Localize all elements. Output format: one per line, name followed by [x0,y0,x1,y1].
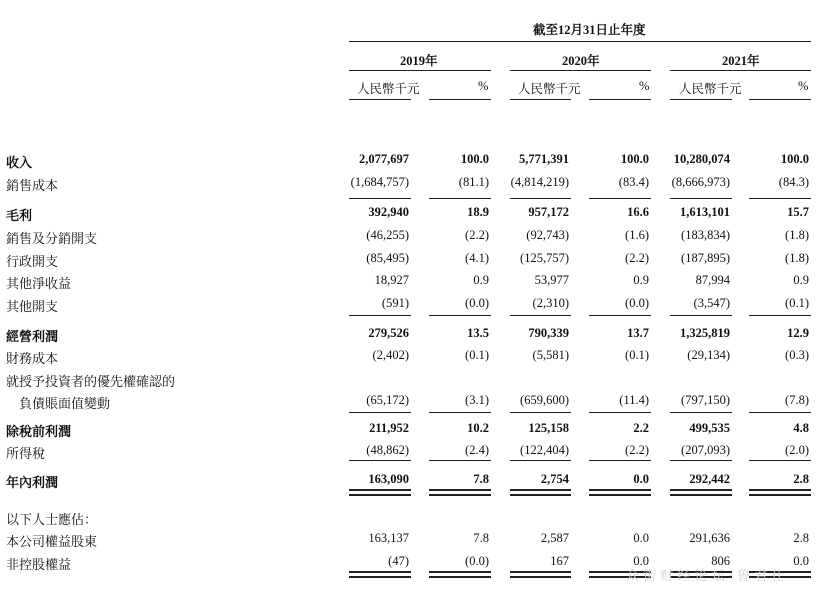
pct-label-2021: % [798,79,809,93]
row-label: 非控股權益 [6,557,72,572]
cell-percent: 100.0 [620,152,649,166]
cell-amount: 292,442 [689,472,730,486]
cell-percent: (0.1) [465,348,489,362]
year-2020: 2020年 [562,54,600,68]
subtotal-line [349,315,411,316]
cell-percent: (2.2) [625,443,649,457]
cell-amount: 10,280,074 [673,152,730,166]
double-rule [349,494,411,496]
double-rule [510,494,571,496]
row-label: 本公司權益股東 [6,534,98,549]
cell-amount: (92,743) [526,228,569,242]
cell-percent: 13.5 [467,326,489,340]
cell-amount: (29,134) [687,348,730,362]
double-rule [429,576,491,578]
year-underline-2020 [510,70,651,71]
col-underline [429,99,491,100]
cell-percent: 0.0 [633,472,649,486]
cell-amount: (65,172) [366,393,409,407]
cell-percent: 7.8 [473,472,489,486]
cell-amount: 87,994 [695,273,730,287]
pct-label-2019: % [478,79,489,93]
cell-amount: 1,325,819 [680,326,730,340]
cell-amount: 53,977 [534,273,569,287]
cell-amount: (207,093) [681,443,730,457]
col-underline [670,99,732,100]
subtotal-line [589,412,651,413]
cell-amount: 163,090 [368,472,409,486]
unit-label-2019: 人民幣千元 [357,82,420,96]
cell-percent: (3.1) [465,393,489,407]
cell-percent: 10.2 [467,421,489,435]
cell-percent: (7.8) [785,393,809,407]
subtotal-line [510,315,571,316]
row-label: 其他淨收益 [6,276,72,291]
double-rule [670,494,732,496]
cell-percent: (11.4) [619,393,649,407]
row-label: 以下人士應佔： [6,512,98,527]
row-label: 負債賬面值變動 [6,396,111,411]
cell-percent: 0.0 [633,531,649,545]
cell-amount: (4,814,219) [510,175,569,189]
cell-percent: (84.3) [778,175,809,189]
cell-amount: 5,771,391 [519,152,569,166]
cell-amount: (183,834) [681,228,730,242]
cell-percent: (83.4) [618,175,649,189]
cell-percent: 0.9 [633,273,649,287]
subtotal-line [670,460,732,461]
cell-percent: (0.3) [785,348,809,362]
cell-amount: 2,754 [540,472,569,486]
cell-amount: 279,526 [368,326,409,340]
cell-percent: 4.8 [793,421,809,435]
cell-percent: 2.8 [793,472,809,486]
cell-amount: (46,255) [366,228,409,242]
cell-amount: 1,613,101 [680,205,730,219]
subtotal-line [349,460,411,461]
row-label: 行政開支 [6,254,59,269]
cell-percent: 100.0 [460,152,489,166]
cell-amount: 125,158 [528,421,569,435]
double-rule [510,571,571,573]
subtotal-line [670,198,732,199]
cell-percent: 100.0 [780,152,809,166]
cell-amount: (2,310) [532,296,569,310]
col-underline [749,99,811,100]
unit-label-2020: 人民幣千元 [518,82,581,96]
subtotal-line [589,198,651,199]
cell-amount: (125,757) [520,251,569,265]
cell-amount: (659,600) [520,393,569,407]
cell-amount: 806 [711,554,730,568]
cell-percent: (1.8) [785,251,809,265]
cell-amount: (122,404) [520,443,569,457]
cell-amount: 167 [550,554,569,568]
double-rule [429,489,491,491]
cell-amount: 392,940 [368,205,409,219]
year-2021: 2021年 [722,54,760,68]
row-label: 除稅前利潤 [6,424,72,439]
cell-amount: (797,150) [681,393,730,407]
double-rule [749,494,811,496]
cell-percent: 2.2 [633,421,649,435]
cell-amount: (8,666,973) [671,175,730,189]
cell-amount: (2,402) [372,348,409,362]
watermark: 众 街 财 经 论 坛 · 鲁 君 仕 [626,569,785,584]
cell-percent: 2.8 [793,531,809,545]
double-rule [349,571,411,573]
subtotal-line [670,412,732,413]
year-underline-2019 [349,70,491,71]
double-rule [429,494,491,496]
row-label: 銷售成本 [6,178,59,193]
cell-amount: (48,862) [366,443,409,457]
cell-amount: (591) [381,296,409,310]
subtotal-line [749,315,811,316]
cell-percent: (0.0) [465,554,489,568]
double-rule [510,489,571,491]
pct-label-2020: % [639,79,650,93]
subtotal-line [349,412,411,413]
year-2019: 2019年 [400,54,438,68]
col-underline [349,99,411,100]
subtotal-line [429,412,491,413]
subtotal-line [510,198,571,199]
unit-label-2021: 人民幣千元 [679,82,742,96]
col-underline [589,99,651,100]
subtotal-line [429,198,491,199]
cell-amount: 957,172 [528,205,569,219]
subtotal-line [429,315,491,316]
cell-percent: (2.2) [465,228,489,242]
subtotal-line [749,412,811,413]
subtotal-line [510,412,571,413]
double-rule [510,576,571,578]
row-label: 經營利潤 [6,329,59,344]
period-title: 截至12月31日止年度 [533,23,646,37]
double-rule [349,489,411,491]
subtotal-line [749,460,811,461]
subtotal-line [670,315,732,316]
cell-percent: 0.9 [473,273,489,287]
double-rule [589,489,651,491]
cell-amount: 2,587 [540,531,569,545]
cell-amount: (47) [388,554,409,568]
double-rule [670,489,732,491]
cell-percent: 16.6 [627,205,649,219]
cell-amount: 2,077,697 [359,152,409,166]
period-underline [349,41,811,42]
cell-percent: 18.9 [467,205,489,219]
cell-amount: (1,684,757) [350,175,409,189]
cell-percent: 15.7 [787,205,809,219]
cell-percent: (4.1) [465,251,489,265]
cell-percent: (2.0) [785,443,809,457]
subtotal-line [589,315,651,316]
row-label: 年內利潤 [6,475,59,490]
row-label: 所得稅 [6,446,46,461]
cell-amount: 790,339 [528,326,569,340]
subtotal-line [510,460,571,461]
cell-percent: 0.9 [793,273,809,287]
row-label: 收入 [6,155,33,170]
cell-amount: 163,137 [368,531,409,545]
cell-percent: (2.4) [465,443,489,457]
double-rule [589,494,651,496]
subtotal-line [589,460,651,461]
double-rule [429,571,491,573]
cell-amount: (187,895) [681,251,730,265]
col-underline [510,99,571,100]
row-label: 財務成本 [6,351,59,366]
double-rule [749,489,811,491]
cell-percent: 7.8 [473,531,489,545]
subtotal-line [749,198,811,199]
cell-percent: (0.1) [625,348,649,362]
cell-amount: 291,636 [689,531,730,545]
subtotal-line [349,198,411,199]
cell-percent: 13.7 [627,326,649,340]
cell-amount: (3,547) [693,296,730,310]
subtotal-line [429,460,491,461]
cell-amount: (5,581) [532,348,569,362]
double-rule [349,576,411,578]
year-underline-2021 [670,70,811,71]
row-label: 毛利 [6,208,33,223]
cell-percent: (0.1) [785,296,809,310]
cell-amount: 18,927 [374,273,409,287]
row-label: 就授予投資者的優先權確認的 [6,374,176,389]
cell-amount: (85,495) [366,251,409,265]
cell-percent: 0.0 [633,554,649,568]
cell-percent: (2.2) [625,251,649,265]
row-label: 銷售及分銷開支 [6,231,98,246]
cell-percent: (0.0) [625,296,649,310]
cell-percent: (0.0) [465,296,489,310]
cell-amount: 499,535 [689,421,730,435]
row-label: 其他開支 [6,299,59,314]
cell-percent: (1.8) [785,228,809,242]
cell-percent: (81.1) [458,175,489,189]
cell-percent: (1.6) [625,228,649,242]
cell-percent: 12.9 [787,326,809,340]
cell-amount: 211,952 [369,421,409,435]
cell-percent: 0.0 [793,554,809,568]
